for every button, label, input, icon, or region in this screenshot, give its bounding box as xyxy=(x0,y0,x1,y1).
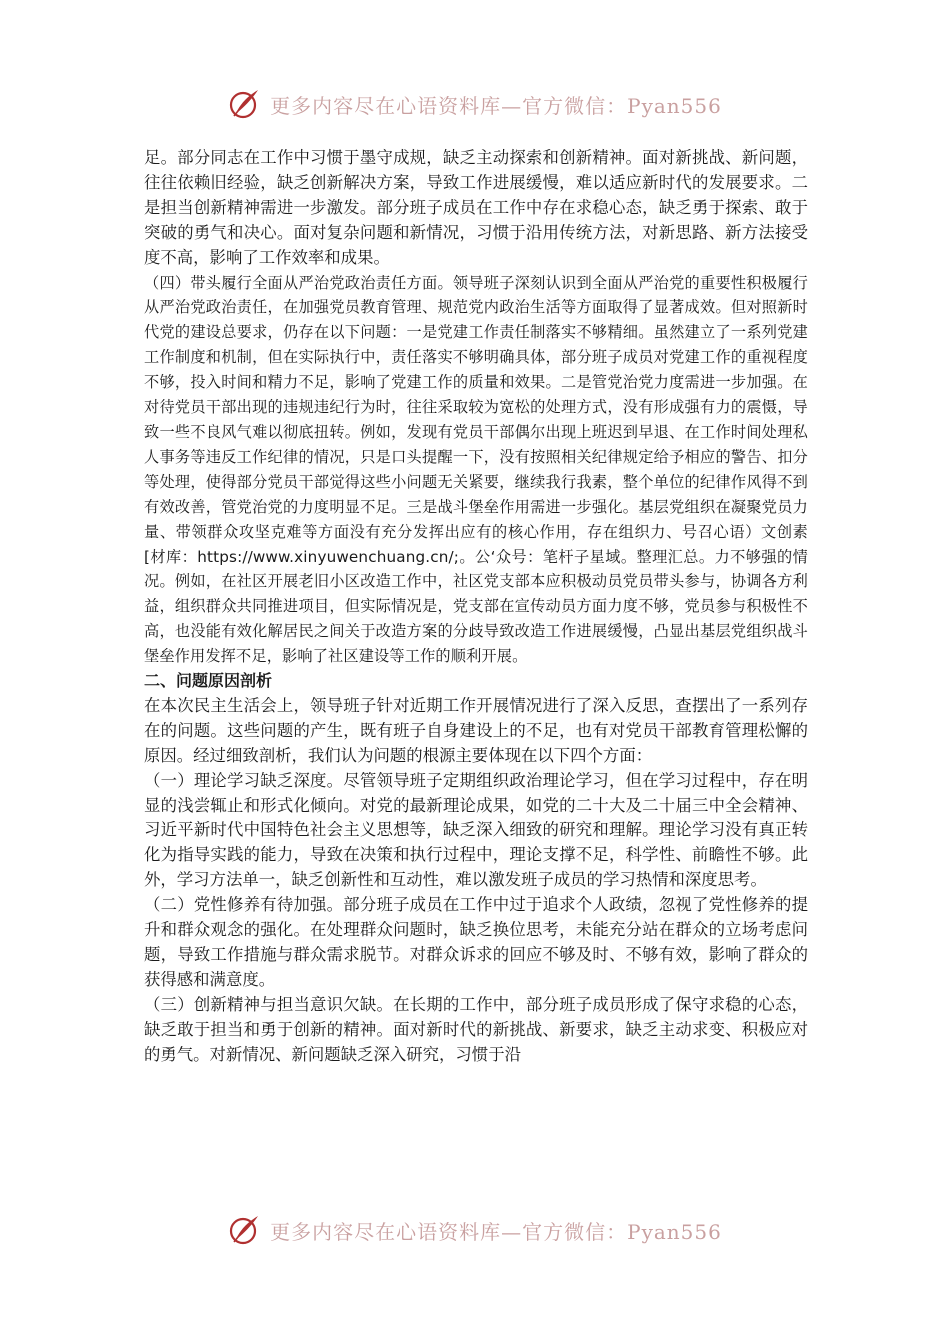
quill-circle-logo-icon xyxy=(228,1213,262,1247)
watermark-text: 更多内容尽在心语资料库—官方微信：Pyan556 xyxy=(270,1219,722,1244)
document-body xyxy=(144,146,808,1068)
watermark-text: 更多内容尽在心语资料库—官方微信：Pyan556 xyxy=(270,93,722,118)
paragraph-analysis-2: （二）党性修养有待加强。部分班子成员在工作中过于追求个人政绩，忽视了党性修养的提升和群众观念的强化。在处理群众问题时，缺乏换位思考，未能充分站在群众的立场考虑问题，导致工作措施与群众需求脱节。对群众诉求的回应不够及时、不够有效，影响了群众的获得感和满意度。 xyxy=(144,895,808,989)
paragraph-analysis-1: （一）理论学习缺乏深度。尽管领导班子定期组织政治理论学习，但在学习过程中，存在明显的浅尝辄止和形式化倾向。对党的最新理论成果，如党的二十大及二十届三中全会精神、习近平新时代中国特色社会主义思想等，缺乏深入细致的研究和理解。理论学习没有真正转化为指导实践的能力，导致在决策和执行过程中，理论支撑不足，科学性、前瞻性不够。此外，学习方法单一，缺乏创新性和互动性，难以激发班子成员的学习热情和深度思考。 xyxy=(144,770,808,890)
paragraph-analysis-3: （三）创新精神与担当意识欠缺。在长期的工作中，部分班子成员形成了保守求稳的心态，缺乏敢于担当和勇于创新的精神。面对新时代的新挑战、新要求，缺乏主动求变、积极应对的勇气。对新情况、新问题缺乏深入研究，习惯于沿 xyxy=(144,994,808,1064)
paragraph-section-four: （四）带头履行全面从严治党政治责任方面。领导班子深刻认识到全面从严治党的重要性积极履行从严治党政治责任，在加强党员教育管理、规范党内政治生活等方面取得了显著成效。但对照新时代党的建设总要求，仍存在以下问题：一是党建工作责任制落实不够精细。虽然建立了一系列党建工作制度和机制，但在实际执行中，责任落实不够明确具体，部分班子成员对党建工作的重视程度不够，投入时间和精力不足，影响了党建工作的质量和效果。二是管党治党力度需进一步加强。在对待党员干部出现的违规违纪行为时，往往采取较为宽松的处理方式，没有形成强有力的震慑，导致一些不良风气难以彻底扭转。例如，发现有党员干部偶尔出现上班迟到早退、在工作时间处理私人事务等违反工作纪律的情况，只是口头提醒一下，没有按照相关纪律规定给予相应的警告、扣分等处理，使得部分党员干部觉得这些小问题无关紧要，继续我行我素，整个单位的纪律作风得不到有效改善，管党治党的力度明显不足。三是战斗堡垒作用需进一步强化。基层党组织在凝聚党员力量、带领群众攻坚克难等方面没有充分发挥出应有的核心作用，存在组织力、号召心语）文创素[材库：https://www.xinyuwenchuang.cn/;。公‘众号：笔杆子星域。整理汇总。力不够强的情况。例如，在社区开展老旧小区改造工作中，社区党支部本应积极动员党员带头参与，协调各方利益，组织群众共同推进项目，但实际情况是，党支部在宣传动员方面力度不够，党员参与积极性不高，也没能有效化解居民之间关于改造方案的分歧导致改造工作进展缓慢，凸显出基层党组织战斗堡垒作用发挥不足，影响了社区建设等工作的顺利开展。 xyxy=(144,273,808,666)
paragraph-continuation: 足。部分同志在工作中习惯于墨守成规，缺乏主动探索和创新精神。面对新挑战、新问题，往往依赖旧经验，缺乏创新解决方案，导致工作进展缓慢，难以适应新时代的发展要求。二是担当创新精神需进一步激发。部分班子成员在工作中存在求稳心态，缺乏勇于探索、敢于突破的勇气和决心。面对复杂问题和新情况，习惯于沿用传统方法，对新思路、新方法接受度不高，影响了工作效率和成果。 xyxy=(144,148,808,267)
footer-watermark-banner xyxy=(0,1208,950,1252)
paragraph-analysis-intro: 在本次民主生活会上，领导班子针对近期工作开展情况进行了深入反思，查摆出了一系列存在的问题。这些问题的产生，既有班子自身建设上的不足，也有对党员干部教育管理松懈的原因。经过细致剖析，我们认为问题的根源主要体现在以下四个方面： xyxy=(144,695,808,765)
section-heading: 二、问题原因剖析 xyxy=(144,671,273,691)
quill-circle-logo-icon xyxy=(228,87,262,121)
header-watermark-banner xyxy=(0,82,950,126)
